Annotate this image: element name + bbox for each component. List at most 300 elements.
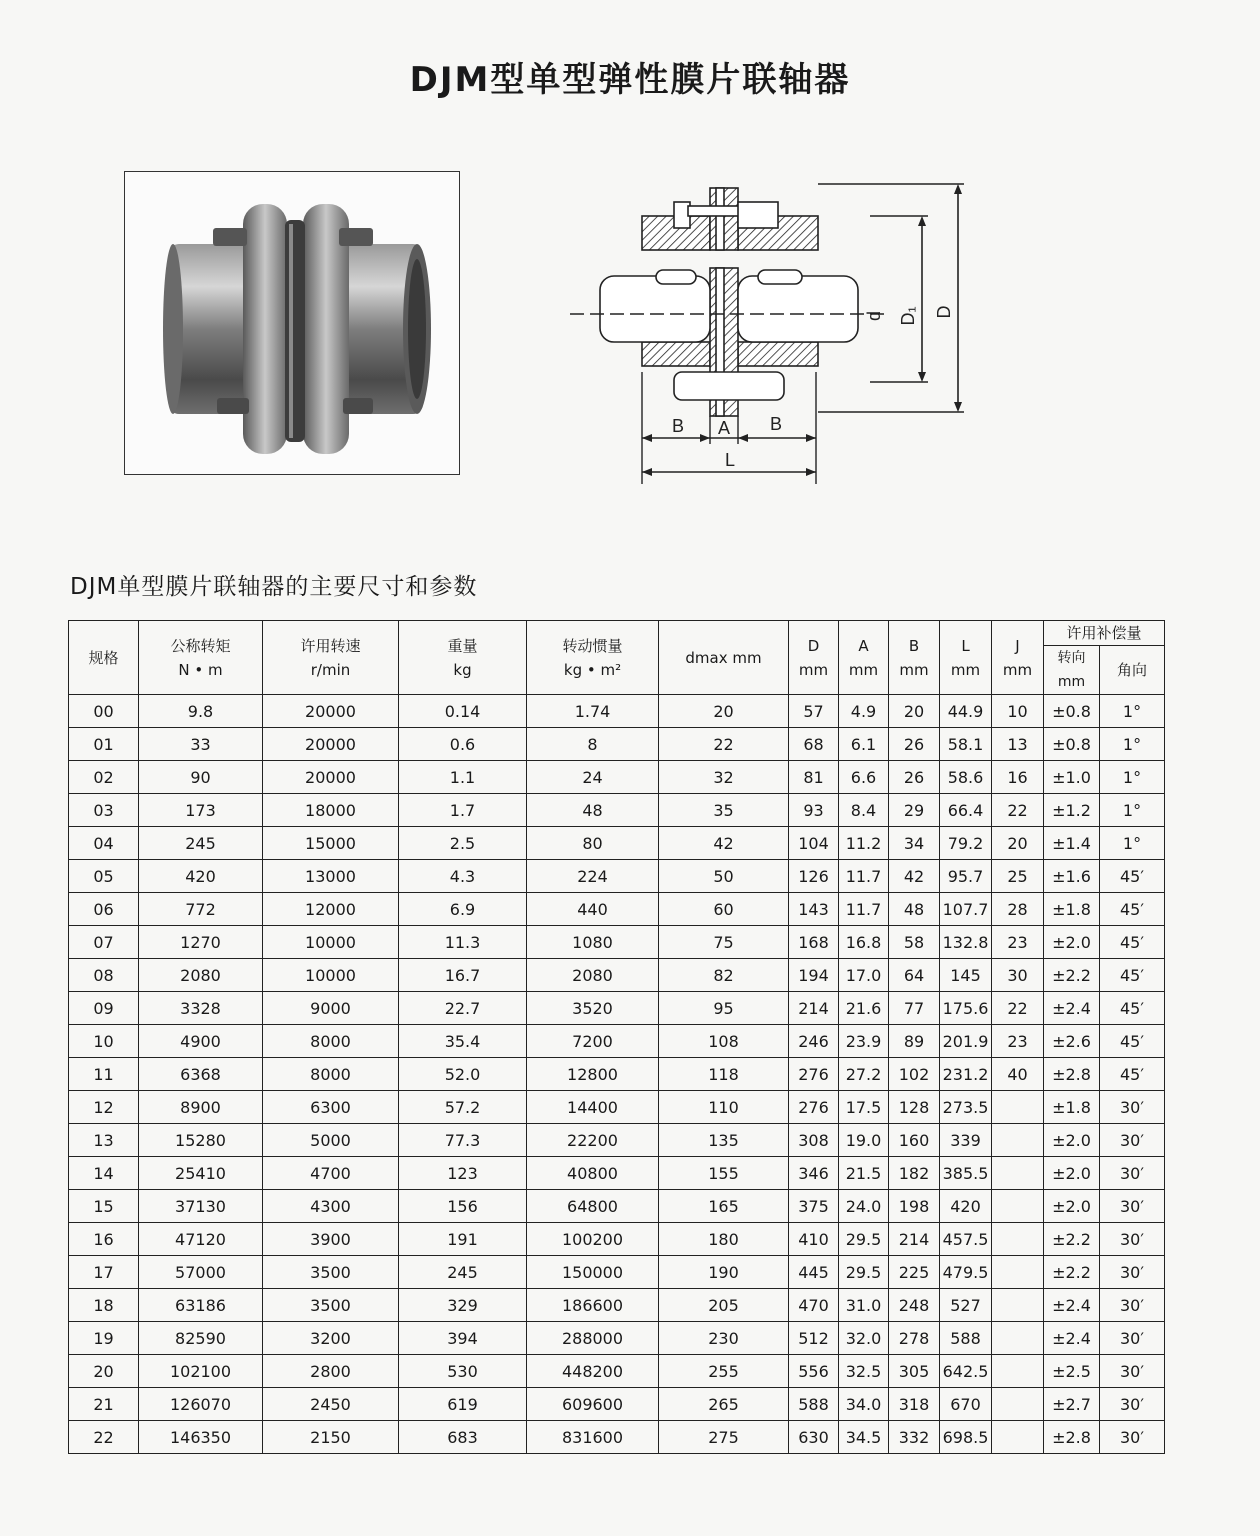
cell-torque: 173 (139, 794, 263, 827)
cell-L: 698.5 (940, 1421, 992, 1454)
cell-comp-angle: 30′ (1100, 1223, 1165, 1256)
cell-dmax: 50 (659, 860, 789, 893)
cell-weight: 35.4 (399, 1025, 527, 1058)
cell-dmax: 118 (659, 1058, 789, 1091)
table-row (69, 728, 1165, 761)
cell-spec: 06 (69, 893, 139, 926)
cell-B: 128 (889, 1091, 940, 1124)
cell-weight: 0.6 (399, 728, 527, 761)
cell-J: 25 (992, 860, 1044, 893)
cell-J (992, 1322, 1044, 1355)
cell-D: 194 (789, 959, 839, 992)
cell-torque: 25410 (139, 1157, 263, 1190)
cell-comp-axial: ±2.8 (1044, 1058, 1100, 1091)
cell-torque: 33 (139, 728, 263, 761)
dim-label-d-outer: D (934, 305, 954, 319)
cell-speed: 6300 (263, 1091, 399, 1124)
cell-torque: 82590 (139, 1322, 263, 1355)
cell-torque: 3328 (139, 992, 263, 1025)
cell-weight: 1.7 (399, 794, 527, 827)
cell-A: 19.0 (839, 1124, 889, 1157)
cell-comp-axial: ±0.8 (1044, 695, 1100, 728)
cell-comp-angle: 1° (1100, 761, 1165, 794)
cell-D: 410 (789, 1223, 839, 1256)
dim-label-d1: D₁ (898, 306, 918, 326)
cell-weight: 1.1 (399, 761, 527, 794)
cell-L: 479.5 (940, 1256, 992, 1289)
cell-A: 21.6 (839, 992, 889, 1025)
table-row (69, 959, 1165, 992)
cell-inertia: 80 (527, 827, 659, 860)
cell-weight: 394 (399, 1322, 527, 1355)
cell-spec: 01 (69, 728, 139, 761)
cell-D: 276 (789, 1058, 839, 1091)
cell-J (992, 1355, 1044, 1388)
table-row (69, 794, 1165, 827)
cell-spec: 19 (69, 1322, 139, 1355)
cell-comp-axial: ±2.2 (1044, 959, 1100, 992)
cell-spec: 10 (69, 1025, 139, 1058)
cell-J: 23 (992, 926, 1044, 959)
cell-torque: 8900 (139, 1091, 263, 1124)
cell-comp-angle: 45′ (1100, 992, 1165, 1025)
cell-dmax: 190 (659, 1256, 789, 1289)
specifications-table (68, 620, 1165, 1454)
cell-comp-angle: 30′ (1100, 1256, 1165, 1289)
cell-B: 58 (889, 926, 940, 959)
cell-D: 168 (789, 926, 839, 959)
cell-speed: 15000 (263, 827, 399, 860)
cell-D: 308 (789, 1124, 839, 1157)
cell-D: 556 (789, 1355, 839, 1388)
cell-speed: 10000 (263, 926, 399, 959)
cell-dmax: 110 (659, 1091, 789, 1124)
dim-label-d-bore: d (864, 310, 884, 322)
cell-J: 22 (992, 794, 1044, 827)
table-header-row (69, 621, 1165, 646)
cell-D: 81 (789, 761, 839, 794)
cell-J: 16 (992, 761, 1044, 794)
table-body (69, 695, 1165, 1454)
cell-spec: 08 (69, 959, 139, 992)
cell-L: 385.5 (940, 1157, 992, 1190)
cell-A: 17.5 (839, 1091, 889, 1124)
cell-inertia: 150000 (527, 1256, 659, 1289)
cell-speed: 3500 (263, 1289, 399, 1322)
table-row (69, 926, 1165, 959)
cell-inertia: 40800 (527, 1157, 659, 1190)
table-row (69, 1322, 1165, 1355)
product-photo (124, 171, 460, 475)
table-row (69, 1190, 1165, 1223)
table-row (69, 1289, 1165, 1322)
cell-speed: 2150 (263, 1421, 399, 1454)
cell-L: 527 (940, 1289, 992, 1322)
cell-dmax: 75 (659, 926, 789, 959)
cell-inertia: 3520 (527, 992, 659, 1025)
header-compensation: 许用补偿量 (1044, 621, 1165, 646)
cell-J (992, 1223, 1044, 1256)
cell-spec: 00 (69, 695, 139, 728)
cell-L: 588 (940, 1322, 992, 1355)
cell-dmax: 32 (659, 761, 789, 794)
cell-weight: 11.3 (399, 926, 527, 959)
table-row (69, 1256, 1165, 1289)
cell-spec: 14 (69, 1157, 139, 1190)
cell-torque: 1270 (139, 926, 263, 959)
cell-spec: 05 (69, 860, 139, 893)
cell-A: 6.1 (839, 728, 889, 761)
cell-D: 93 (789, 794, 839, 827)
cell-B: 160 (889, 1124, 940, 1157)
cell-dmax: 230 (659, 1322, 789, 1355)
cell-inertia: 48 (527, 794, 659, 827)
cell-A: 8.4 (839, 794, 889, 827)
cell-J: 22 (992, 992, 1044, 1025)
cell-A: 17.0 (839, 959, 889, 992)
cell-spec: 17 (69, 1256, 139, 1289)
cell-dmax: 95 (659, 992, 789, 1025)
header-A: A mm (839, 621, 889, 695)
table-row (69, 860, 1165, 893)
cell-B: 278 (889, 1322, 940, 1355)
cell-A: 6.6 (839, 761, 889, 794)
table-row (69, 893, 1165, 926)
cell-inertia: 22200 (527, 1124, 659, 1157)
cell-speed: 20000 (263, 695, 399, 728)
cell-dmax: 35 (659, 794, 789, 827)
cell-comp-axial: ±2.7 (1044, 1388, 1100, 1421)
cell-comp-axial: ±1.0 (1044, 761, 1100, 794)
table-row (69, 761, 1165, 794)
cell-comp-angle: 30′ (1100, 1091, 1165, 1124)
cell-A: 29.5 (839, 1256, 889, 1289)
cell-torque: 2080 (139, 959, 263, 992)
cell-comp-angle: 45′ (1100, 959, 1165, 992)
cell-dmax: 22 (659, 728, 789, 761)
cell-A: 29.5 (839, 1223, 889, 1256)
table-row (69, 1355, 1165, 1388)
cell-D: 276 (789, 1091, 839, 1124)
cell-comp-angle: 30′ (1100, 1190, 1165, 1223)
cell-D: 470 (789, 1289, 839, 1322)
cell-J (992, 1091, 1044, 1124)
cell-A: 31.0 (839, 1289, 889, 1322)
cell-weight: 191 (399, 1223, 527, 1256)
cell-speed: 9000 (263, 992, 399, 1025)
cell-torque: 146350 (139, 1421, 263, 1454)
cell-L: 79.2 (940, 827, 992, 860)
cell-dmax: 60 (659, 893, 789, 926)
cell-weight: 16.7 (399, 959, 527, 992)
table-row (69, 695, 1165, 728)
table-row (69, 1025, 1165, 1058)
cell-L: 107.7 (940, 893, 992, 926)
header-J: J mm (992, 621, 1044, 695)
cell-inertia: 448200 (527, 1355, 659, 1388)
cell-comp-angle: 30′ (1100, 1421, 1165, 1454)
cell-J: 30 (992, 959, 1044, 992)
cell-comp-angle: 45′ (1100, 893, 1165, 926)
cell-A: 32.0 (839, 1322, 889, 1355)
cell-D: 630 (789, 1421, 839, 1454)
cell-speed: 8000 (263, 1025, 399, 1058)
table-caption: DJM单型膜片联轴器的主要尺寸和参数 (70, 574, 478, 600)
cell-weight: 530 (399, 1355, 527, 1388)
cell-J: 23 (992, 1025, 1044, 1058)
cell-speed: 20000 (263, 761, 399, 794)
cell-B: 318 (889, 1388, 940, 1421)
cell-spec: 02 (69, 761, 139, 794)
cell-D: 512 (789, 1322, 839, 1355)
cell-comp-angle: 30′ (1100, 1289, 1165, 1322)
cell-torque: 4900 (139, 1025, 263, 1058)
cell-speed: 3500 (263, 1256, 399, 1289)
coupling-section-drawing (570, 176, 990, 496)
cell-B: 182 (889, 1157, 940, 1190)
cell-D: 57 (789, 695, 839, 728)
cell-torque: 37130 (139, 1190, 263, 1223)
cell-torque: 57000 (139, 1256, 263, 1289)
cell-comp-angle: 30′ (1100, 1157, 1165, 1190)
cell-B: 198 (889, 1190, 940, 1223)
cell-comp-axial: ±2.0 (1044, 1190, 1100, 1223)
cell-B: 29 (889, 794, 940, 827)
cell-J (992, 1256, 1044, 1289)
cell-B: 26 (889, 761, 940, 794)
cell-torque: 63186 (139, 1289, 263, 1322)
cell-inertia: 14400 (527, 1091, 659, 1124)
cell-torque: 420 (139, 860, 263, 893)
table-row (69, 1157, 1165, 1190)
cell-A: 11.2 (839, 827, 889, 860)
cell-L: 44.9 (940, 695, 992, 728)
cell-speed: 4700 (263, 1157, 399, 1190)
header-inertia: 转动惯量 kg • m² (527, 621, 659, 695)
dim-label-l: L (724, 450, 736, 470)
cell-weight: 77.3 (399, 1124, 527, 1157)
cell-comp-axial: ±1.6 (1044, 860, 1100, 893)
cell-B: 225 (889, 1256, 940, 1289)
cell-comp-axial: ±0.8 (1044, 728, 1100, 761)
cell-B: 305 (889, 1355, 940, 1388)
cell-D: 588 (789, 1388, 839, 1421)
cell-dmax: 180 (659, 1223, 789, 1256)
cell-comp-angle: 1° (1100, 728, 1165, 761)
cell-speed: 2450 (263, 1388, 399, 1421)
cell-L: 642.5 (940, 1355, 992, 1388)
cell-speed: 8000 (263, 1058, 399, 1091)
cell-B: 89 (889, 1025, 940, 1058)
cell-inertia: 440 (527, 893, 659, 926)
cell-dmax: 265 (659, 1388, 789, 1421)
cell-inertia: 288000 (527, 1322, 659, 1355)
cell-weight: 2.5 (399, 827, 527, 860)
cell-A: 11.7 (839, 893, 889, 926)
cell-D: 375 (789, 1190, 839, 1223)
cell-B: 34 (889, 827, 940, 860)
cell-torque: 772 (139, 893, 263, 926)
cell-dmax: 42 (659, 827, 789, 860)
cell-inertia: 186600 (527, 1289, 659, 1322)
cell-spec: 09 (69, 992, 139, 1025)
cell-torque: 15280 (139, 1124, 263, 1157)
header-L: L mm (940, 621, 992, 695)
header-B: B mm (889, 621, 940, 695)
cell-inertia: 2080 (527, 959, 659, 992)
cell-L: 670 (940, 1388, 992, 1421)
header-dmax: dmax mm (659, 621, 789, 695)
cell-A: 23.9 (839, 1025, 889, 1058)
cell-A: 24.0 (839, 1190, 889, 1223)
cell-comp-angle: 45′ (1100, 926, 1165, 959)
cell-B: 77 (889, 992, 940, 1025)
table-row (69, 1091, 1165, 1124)
cell-dmax: 20 (659, 695, 789, 728)
cell-inertia: 609600 (527, 1388, 659, 1421)
header-comp-angle: 角向 (1100, 646, 1165, 695)
cell-weight: 619 (399, 1388, 527, 1421)
cell-comp-axial: ±2.0 (1044, 1157, 1100, 1190)
cell-A: 27.2 (839, 1058, 889, 1091)
cell-B: 332 (889, 1421, 940, 1454)
cell-speed: 10000 (263, 959, 399, 992)
cell-spec: 22 (69, 1421, 139, 1454)
cell-spec: 21 (69, 1388, 139, 1421)
cell-spec: 13 (69, 1124, 139, 1157)
cell-spec: 16 (69, 1223, 139, 1256)
dim-label-a: A (717, 418, 731, 438)
cell-D: 126 (789, 860, 839, 893)
cell-A: 32.5 (839, 1355, 889, 1388)
cell-comp-angle: 1° (1100, 827, 1165, 860)
header-speed: 许用转速 r/min (263, 621, 399, 695)
table-row (69, 1058, 1165, 1091)
table-row (69, 827, 1165, 860)
cell-L: 175.6 (940, 992, 992, 1025)
cell-speed: 12000 (263, 893, 399, 926)
cell-comp-axial: ±1.8 (1044, 1091, 1100, 1124)
cell-dmax: 165 (659, 1190, 789, 1223)
cell-A: 11.7 (839, 860, 889, 893)
cell-spec: 04 (69, 827, 139, 860)
cell-comp-axial: ±2.2 (1044, 1223, 1100, 1256)
cell-weight: 0.14 (399, 695, 527, 728)
header-D: D mm (789, 621, 839, 695)
cell-comp-angle: 30′ (1100, 1322, 1165, 1355)
cell-spec: 15 (69, 1190, 139, 1223)
cell-comp-axial: ±2.4 (1044, 1322, 1100, 1355)
cell-A: 16.8 (839, 926, 889, 959)
cell-L: 58.6 (940, 761, 992, 794)
cell-L: 201.9 (940, 1025, 992, 1058)
cell-comp-axial: ±1.8 (1044, 893, 1100, 926)
cell-torque: 90 (139, 761, 263, 794)
cell-inertia: 7200 (527, 1025, 659, 1058)
cell-inertia: 1.74 (527, 695, 659, 728)
cell-J: 28 (992, 893, 1044, 926)
cell-inertia: 831600 (527, 1421, 659, 1454)
cell-comp-angle: 45′ (1100, 1025, 1165, 1058)
cell-spec: 11 (69, 1058, 139, 1091)
cell-comp-angle: 30′ (1100, 1124, 1165, 1157)
cell-dmax: 205 (659, 1289, 789, 1322)
cell-B: 248 (889, 1289, 940, 1322)
cell-D: 68 (789, 728, 839, 761)
cell-dmax: 255 (659, 1355, 789, 1388)
cell-B: 214 (889, 1223, 940, 1256)
cell-weight: 57.2 (399, 1091, 527, 1124)
cell-speed: 13000 (263, 860, 399, 893)
cell-B: 20 (889, 695, 940, 728)
cell-L: 273.5 (940, 1091, 992, 1124)
dim-label-b-right: B (769, 414, 783, 434)
cell-weight: 156 (399, 1190, 527, 1223)
cell-J: 20 (992, 827, 1044, 860)
cell-comp-axial: ±2.4 (1044, 992, 1100, 1025)
cell-comp-angle: 1° (1100, 695, 1165, 728)
header-weight: 重量 kg (399, 621, 527, 695)
coupling-photo-illustration (125, 172, 458, 473)
cell-B: 64 (889, 959, 940, 992)
cell-comp-axial: ±2.8 (1044, 1421, 1100, 1454)
cell-B: 42 (889, 860, 940, 893)
cell-J (992, 1289, 1044, 1322)
cell-A: 4.9 (839, 695, 889, 728)
cell-B: 26 (889, 728, 940, 761)
cell-comp-axial: ±2.6 (1044, 1025, 1100, 1058)
cell-D: 445 (789, 1256, 839, 1289)
cell-A: 21.5 (839, 1157, 889, 1190)
cell-comp-angle: 30′ (1100, 1355, 1165, 1388)
cell-J (992, 1157, 1044, 1190)
cell-dmax: 108 (659, 1025, 789, 1058)
cell-L: 145 (940, 959, 992, 992)
cell-comp-angle: 1° (1100, 794, 1165, 827)
cell-spec: 20 (69, 1355, 139, 1388)
cell-inertia: 64800 (527, 1190, 659, 1223)
cell-speed: 5000 (263, 1124, 399, 1157)
cell-D: 346 (789, 1157, 839, 1190)
cell-inertia: 1080 (527, 926, 659, 959)
header-spec: 规格 (69, 621, 139, 695)
cell-inertia: 224 (527, 860, 659, 893)
table-row (69, 1124, 1165, 1157)
cell-weight: 329 (399, 1289, 527, 1322)
cell-weight: 22.7 (399, 992, 527, 1025)
cell-L: 231.2 (940, 1058, 992, 1091)
cell-L: 66.4 (940, 794, 992, 827)
cell-L: 95.7 (940, 860, 992, 893)
table-row (69, 1388, 1165, 1421)
cell-spec: 03 (69, 794, 139, 827)
cell-spec: 12 (69, 1091, 139, 1124)
table-row (69, 1223, 1165, 1256)
cell-D: 143 (789, 893, 839, 926)
cell-speed: 3200 (263, 1322, 399, 1355)
cell-torque: 245 (139, 827, 263, 860)
page-title: DJM型单型弹性膜片联轴器 (409, 60, 851, 100)
cell-comp-axial: ±1.2 (1044, 794, 1100, 827)
cell-torque: 9.8 (139, 695, 263, 728)
cell-comp-axial: ±1.4 (1044, 827, 1100, 860)
cell-weight: 52.0 (399, 1058, 527, 1091)
cell-speed: 18000 (263, 794, 399, 827)
cell-comp-angle: 45′ (1100, 860, 1165, 893)
cell-weight: 6.9 (399, 893, 527, 926)
cell-dmax: 82 (659, 959, 789, 992)
cell-L: 457.5 (940, 1223, 992, 1256)
